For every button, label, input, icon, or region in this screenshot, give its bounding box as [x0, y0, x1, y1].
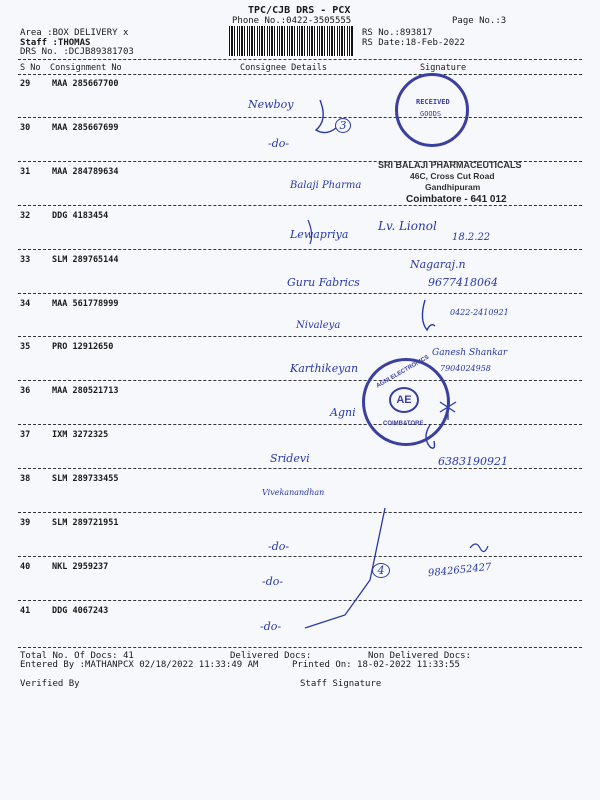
row-sno: 34	[20, 298, 31, 309]
row-consignment-no: PRO 12912650	[52, 342, 114, 353]
row-sno: 30	[20, 122, 31, 133]
hand-sign-32: Lv. Lionol	[378, 219, 437, 233]
row-consignment-no: NKL 2959237	[52, 561, 109, 572]
row-consignee-signature: Karthikeyan	[290, 362, 359, 375]
col-signature: Signature	[420, 63, 467, 73]
row-consignee-signature: Agni	[330, 406, 356, 419]
row-consignee-signature: Sridevi	[270, 452, 310, 465]
row-consignee-signature: Newboy	[248, 98, 294, 111]
entered-by: Entered By :MATHANPCX 02/18/2022 11:33:49 AM	[20, 660, 259, 670]
row-consignee-signature: -do-	[268, 540, 290, 553]
row-consignee-signature: Nivaleya	[296, 320, 341, 331]
staff-field: Staff :THOMAS	[20, 38, 91, 48]
staff-signature: Staff Signature	[300, 679, 382, 689]
row-sno: 38	[20, 474, 31, 485]
row-consignee-signature: -do-	[262, 575, 284, 588]
round-seal-stamp: RECEIVED GOODS	[395, 73, 469, 147]
hand-date-32: 18.2.22	[452, 232, 491, 243]
row-consignment-no: SLM 289733455	[52, 474, 119, 485]
page-number: Page No.:3	[452, 16, 507, 26]
row-sno: 29	[20, 79, 31, 89]
row-sno: 32	[20, 210, 31, 221]
row-consignment-no: MAA 284789634	[52, 166, 119, 177]
row-consignment-no: DDG 4183454	[52, 210, 109, 221]
row-consignee-signature: Lewapriya	[290, 228, 349, 241]
row-consignee-signature: Guru Fabrics	[287, 276, 360, 289]
col-consignment: Consignment No	[50, 63, 122, 73]
row-sno: 39	[20, 518, 31, 528]
printed-on: Printed On: 18-02-2022 11:33:55	[292, 660, 460, 670]
row-consignment-no: DDG 4067243	[52, 605, 109, 616]
hand-phone-34: 0422-2410921	[450, 308, 509, 317]
agni-electronics-stamp: AGNI ELECTRONICS AE COIMBATORE	[362, 358, 450, 446]
hand-name-33: Nagaraj.n	[410, 258, 466, 271]
row-sno: 41	[20, 605, 31, 616]
footer-rule	[18, 647, 582, 648]
hand-phone-40: 9842652427	[427, 561, 493, 580]
row-consignment-no: SLM 289765144	[52, 254, 119, 265]
hand-sign-35: Ganesh Shankar	[432, 348, 508, 358]
rs-date: RS Date:18-Feb-2022	[362, 38, 465, 48]
row-consignment-no: IXM 3272325	[52, 430, 109, 441]
row-consignee-signature: Vivekanandhan	[262, 488, 325, 497]
delivered-docs: Delivered Docs:	[230, 651, 312, 661]
row-consignment-no: MAA 280521713	[52, 386, 119, 397]
hand-phone-33: 9677418064	[428, 276, 498, 289]
row-sno: 33	[20, 254, 31, 265]
hand-phone-37: 6383190921	[438, 455, 508, 468]
verified-by: Verified By	[20, 679, 80, 689]
row-sno: 40	[20, 561, 31, 572]
row-sno: 36	[20, 386, 31, 397]
hand-count-2: 4	[372, 563, 390, 578]
col-consignee: Consignee Details	[240, 63, 327, 73]
col-sno: S No	[20, 63, 41, 73]
row-consignment-no: MAA 285667700	[52, 79, 119, 89]
row-sno: 31	[20, 166, 31, 177]
non-delivered-docs: Non Delivered Docs:	[368, 651, 471, 661]
drs-number: DRS No. :DCJB89381703	[20, 47, 134, 57]
rs-number: RS No.:893817	[362, 28, 433, 38]
total-docs: Total No. Of Docs: 41	[20, 651, 134, 661]
report-title: TPC/CJB DRS - PCX	[248, 5, 351, 16]
row-consignee-signature: -do-	[260, 620, 282, 633]
row-sno: 37	[20, 430, 31, 441]
row-consignee-signature: -do-	[268, 137, 290, 150]
phone-number: Phone No.:0422-3505555	[232, 16, 352, 26]
row-consignee-signature: Balaji Pharma	[290, 180, 362, 191]
row-sno: 35	[20, 342, 31, 353]
row-consignment-no: MAA 561778999	[52, 298, 119, 309]
area-field: Area :BOX DELIVERY x	[20, 28, 129, 38]
row-consignment-no: SLM 289721951	[52, 518, 119, 528]
hand-count-1: 3	[335, 118, 351, 133]
row-consignment-no: MAA 285667699	[52, 122, 119, 133]
agni-logo: AE	[389, 387, 419, 413]
hand-phone-35: 7904024958	[440, 364, 491, 373]
